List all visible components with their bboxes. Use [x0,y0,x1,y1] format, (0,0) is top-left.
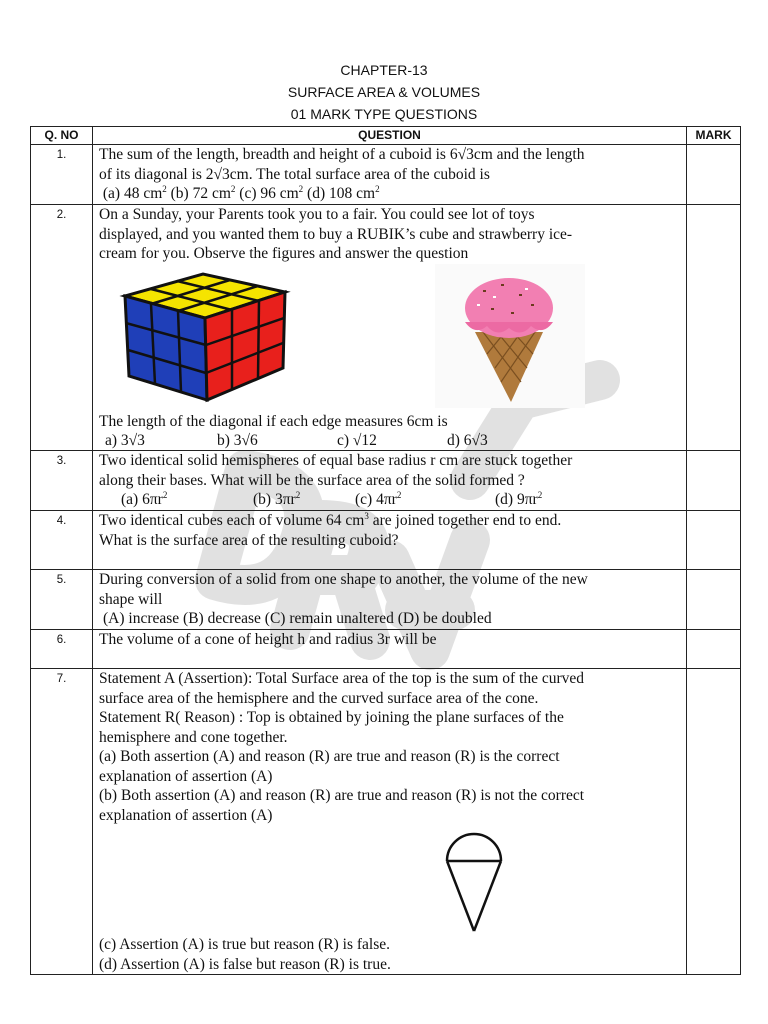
question-options: (a) $6\pi r^2$ (b) $3\pi r^2$ (c) $4\pi r^2$ (d) $9\pi r^2$ [121,489,543,508]
question-text [93,669,687,975]
question-text [93,511,687,570]
question-row [31,145,741,205]
question-text [93,145,687,205]
question-number: 5. [31,570,93,630]
rubiks-cube-image [113,268,293,408]
question-text [93,451,687,511]
mark-cell [687,630,741,669]
questions-table [30,126,741,975]
col-header-question: QUESTION [93,127,687,145]
question-row [31,451,741,511]
mark-cell [687,669,741,975]
question-number: 4. [31,511,93,570]
question-line: The volume of a cone of height h and radius 3r will be [99,631,437,648]
chapter-heading: CHAPTER-13 [340,62,428,78]
question-line: displayed, and you wanted them to buy a RUBIK’s cube and strawberry ice- [99,225,573,243]
question-line: (b) Both assertion (A) and reason (R) are true and reason (R) is not the correct [99,787,585,804]
mark-cell [687,205,741,451]
question-line: Statement A (Assertion): Total Surface area of the top is the sum of the curved [99,670,585,687]
question-number: 7. [31,669,93,975]
question-line: (a) Both assertion (A) and reason (R) are true and reason (R) is the correct [99,748,560,765]
question-line: explanation of assertion (A) [99,767,273,785]
subject-heading: SURFACE AREA & VOLUMES [287,84,481,100]
mark-cell [687,570,741,630]
top-figure [99,825,680,935]
question-number: 3. [31,451,93,511]
question-line: (d) Assertion (A) is false but reason (R) is true. [99,955,391,973]
question-line: The length of the diagonal if each edge measures 6cm is [99,412,448,430]
col-header-qno: Q. NO [31,127,93,145]
question-row [31,669,741,975]
ice-cream-cone-image [435,264,585,408]
question-row [31,511,741,570]
question-number: 6. [31,630,93,669]
question-line: The sum of the length, breadth and height of a cuboid is 6√3cm and the length [99,146,585,163]
question-line: Two identical cubes each of volume 64 $cm^3$ are joined together end to end. [99,510,562,529]
table-header-row [31,127,741,145]
question-line: Statement R( Reason) : Top is obtained by joining the plane surfaces of the [99,709,564,726]
question-line: Two identical solid hemispheres of equal base radius r cm are stuck together [99,452,573,469]
question-text [93,570,687,630]
question-line: What is the surface area of the resulting cuboid? [99,531,399,549]
question-line: shape will [99,590,163,608]
question-figures [99,264,680,412]
question-row [31,630,741,669]
question-text [93,630,687,669]
mark-cell [687,511,741,570]
question-options: a) 3√3 b) 3√6 c) √12 d) 6√3 [105,432,488,449]
mark-cell [687,451,741,511]
cone-hemisphere-diagram [439,825,509,935]
question-line: During conversion of a solid from one shape to another, the volume of the new [99,571,588,588]
question-number: 2. [31,205,93,451]
mark-cell [687,145,741,205]
question-line: explanation of assertion (A) [99,806,273,824]
question-line: hemisphere and cone together. [99,728,288,746]
question-line: surface area of the hemisphere and the curved surface area of the cone. [99,689,539,707]
question-row [31,205,741,451]
question-line: On a Sunday, your Parents took you to a fair. You could see lot of toys [99,206,535,223]
question-line: of its diagonal is 2√3cm. The total surface area of the cuboid is [99,165,490,183]
question-number: 1. [31,145,93,205]
question-line: (A) increase (B) decrease (C) remain unaltered (D) be doubled [103,610,492,627]
question-text [93,205,687,451]
question-line: along their bases. What will be the surface area of the solid formed ? [99,471,525,489]
col-header-mark: MARK [687,127,741,145]
question-line: cream for you. Observe the figures and answer the question [99,245,469,262]
question-line: (c) Assertion (A) is true but reason (R) is false. [99,936,390,953]
question-options: (a) 48 $cm^2$ (b) 72 $cm^2$ (c) 96 $cm^2$ (d) 108 $cm^2$ [102,183,380,202]
question-row [31,570,741,630]
section-heading: 01 MARK TYPE QUESTIONS [290,106,478,122]
